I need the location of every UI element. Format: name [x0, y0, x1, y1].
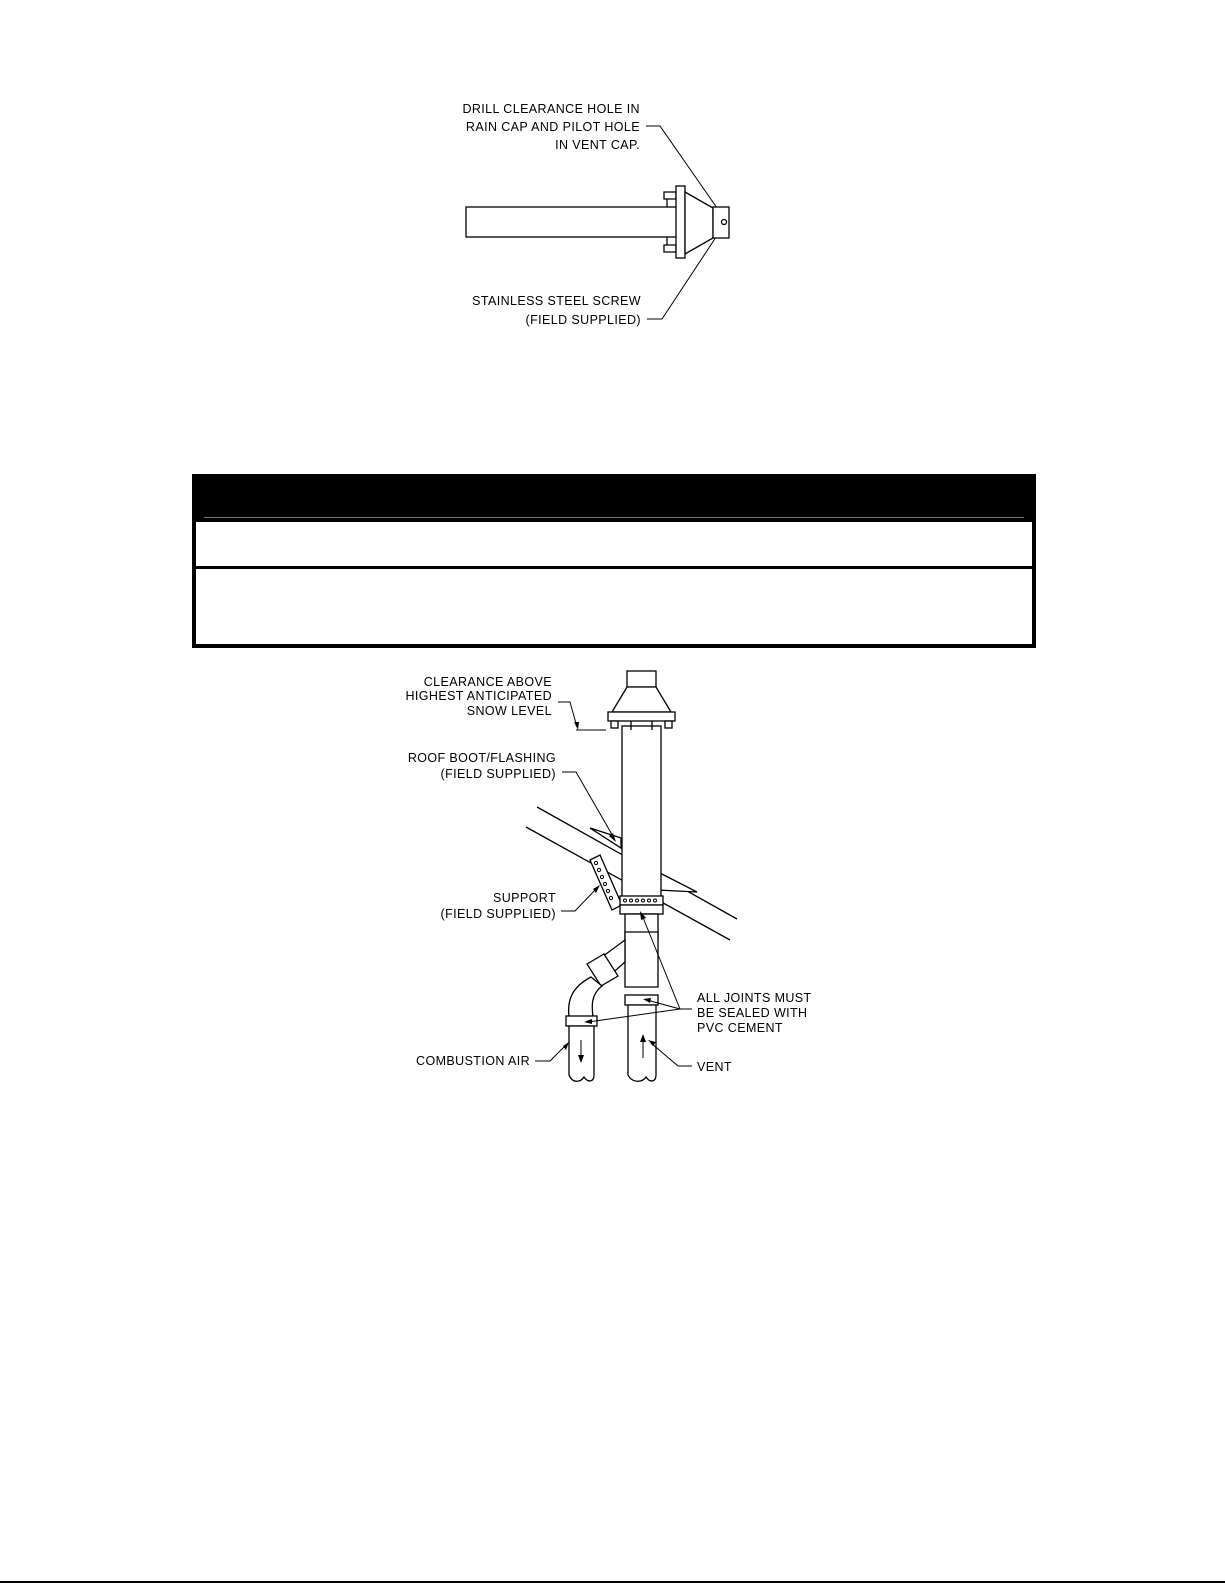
screw-label-line1: STAINLESS STEEL SCREW: [472, 294, 641, 308]
roof-line-lower: [526, 827, 730, 940]
support-strap-holes: [594, 861, 612, 899]
joints-arrow-middle: [643, 998, 651, 1003]
combustion-coupling: [566, 1016, 597, 1026]
joints-arrow-lower: [584, 1019, 592, 1024]
vent-cap-screw-diagram: [0, 0, 1225, 460]
pipe-coupling: [620, 905, 663, 914]
combustion-elbow: [569, 977, 602, 1017]
roof-label-line1: ROOF BOOT/FLASHING: [407, 751, 556, 765]
joints-label-line3: PVC CEMENT: [697, 1021, 783, 1035]
drill-label-line2: RAIN CAP AND PILOT HOLE: [465, 120, 640, 134]
support-arrow: [593, 885, 600, 893]
roof-line-upper: [537, 807, 737, 919]
support-label-line2: (FIELD SUPPLIED): [440, 907, 556, 921]
vent-cap-top: [627, 671, 656, 687]
support-label-line1: SUPPORT: [493, 891, 556, 905]
drill-label-line3: IN VENT CAP.: [555, 138, 640, 152]
perforated-band-holes: [624, 899, 657, 902]
joints-arrow-upper: [640, 911, 646, 920]
joints-label-line2: BE SEALED WITH: [697, 1006, 808, 1020]
combustion-leader-arrow: [563, 1042, 569, 1050]
rain-cap-flange: [608, 712, 675, 721]
vent-label: VENT: [697, 1060, 732, 1074]
vent-pipe-vertical: [622, 726, 661, 902]
vent-coupling: [625, 995, 658, 1005]
support-strap: [590, 855, 622, 910]
roof-boot-flashing: [590, 828, 621, 848]
roof-leader: [562, 772, 614, 838]
rain-cap-cone: [612, 687, 671, 712]
roof-boot-flashing-right: [658, 872, 697, 892]
notice-header: [196, 478, 1032, 522]
vent-flow-arrow: [640, 1034, 646, 1042]
combustion-leader: [535, 1045, 566, 1061]
joints-label-line1: ALL JOINTS MUST: [697, 991, 812, 1005]
y-fitting-body: [625, 932, 658, 987]
clearance-arrow: [574, 722, 579, 730]
rain-cap-fin-bottom: [664, 245, 676, 252]
joints-leader-lower: [588, 1009, 680, 1022]
combustion-air-pipe: [569, 1026, 594, 1081]
clearance-label-line2: HIGHEST ANTICIPATED: [405, 689, 552, 703]
combustion-flow-arrow: [578, 1055, 584, 1063]
vent-pipe-horizontal: [466, 207, 678, 237]
screw-label-line2: (FIELD SUPPLIED): [525, 313, 641, 327]
pipe-below-coupling: [625, 914, 658, 940]
rain-cap-fin: [611, 721, 618, 728]
combustion-air-label: COMBUSTION AIR: [416, 1054, 530, 1068]
notice-row-2: [196, 569, 1032, 644]
rain-cap-cone: [685, 192, 713, 254]
drill-label-line1: DRILL CLEARANCE HOLE IN: [462, 102, 640, 116]
y-fitting-branch: [591, 940, 625, 979]
notice-header-rule: [204, 517, 1024, 518]
joints-leader-middle: [647, 1000, 680, 1009]
notice-box: [192, 474, 1036, 648]
vent-pipe-down: [628, 1005, 656, 1081]
clearance-label-line1: CLEARANCE ABOVE: [423, 675, 552, 689]
vent-leader-arrow: [648, 1040, 656, 1046]
rain-cap-fin: [665, 721, 672, 728]
joints-leader-upper: [642, 915, 692, 1009]
screw-head: [722, 220, 727, 225]
rain-cap-flange: [676, 186, 685, 258]
support-leader: [561, 888, 597, 911]
branch-coupling: [587, 954, 618, 986]
clearance-leader: [558, 702, 577, 727]
rain-cap-fin-top: [664, 192, 676, 199]
notice-row-1: [196, 522, 1032, 569]
perforated-band: [620, 896, 663, 905]
roof-arrow: [609, 833, 616, 842]
footer-rule: [0, 1581, 1225, 1583]
clearance-label-line3: SNOW LEVEL: [466, 704, 552, 718]
roof-label-line2: (FIELD SUPPLIED): [440, 767, 556, 781]
vent-leader: [651, 1043, 692, 1066]
